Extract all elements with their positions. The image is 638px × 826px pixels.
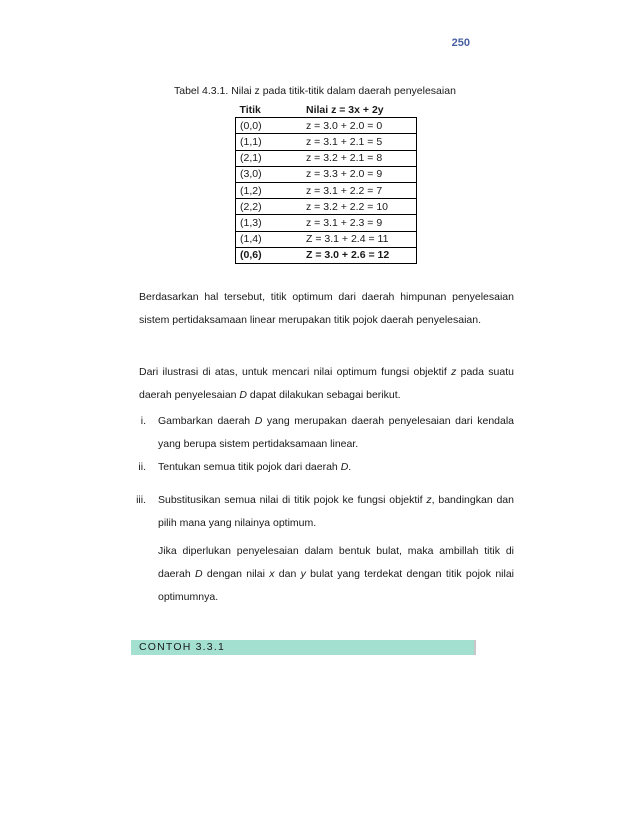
text-segment: , bandingkan dan pilih mana yang nilainya optimum. — [158, 494, 514, 529]
cell-value: z = 3.1 + 2.1 = 5 — [302, 134, 417, 150]
cell-value: z = 3.3 + 2.0 = 9 — [302, 166, 417, 182]
cell-point: (1,2) — [236, 182, 303, 198]
list-item — [110, 456, 514, 479]
cell-value: Z = 3.0 + 2.6 = 12 — [302, 247, 417, 263]
table-row — [236, 215, 417, 231]
var-d: D — [239, 389, 248, 401]
paragraph-optimum-point: Berdasarkan hal tersebut, titik optimum dari daerah himpunan penyelesaian sistem pertidaksamaan linear merupakan titik pojok daerah penyelesaian. — [139, 291, 514, 326]
text-segment: dan — [274, 568, 301, 580]
list-marker: iii. — [136, 494, 146, 506]
cell-point: (1,1) — [236, 134, 303, 150]
text-segment: . — [348, 461, 352, 473]
cell-value: z = 3.2 + 2.2 = 10 — [302, 199, 417, 215]
table-row — [236, 134, 417, 150]
cell-value: z = 3.1 + 2.3 = 9 — [302, 215, 417, 231]
text-segment: dapat dilakukan sebagai berikut. — [247, 389, 401, 401]
cell-point: (1,4) — [236, 231, 303, 247]
table-row — [236, 118, 417, 134]
var-y: y — [300, 568, 306, 580]
text-segment: Gambarkan daerah — [158, 415, 255, 427]
cell-value: z = 3.1 + 2.2 = 7 — [302, 182, 417, 198]
table-caption: Tabel 4.3.1. Nilai z pada titik-titik dalam daerah penyelesaian — [174, 85, 456, 97]
header-titik: Titik — [236, 102, 303, 118]
table-row — [236, 166, 417, 182]
cell-point: (2,1) — [236, 150, 303, 166]
paragraph-illustration — [139, 361, 514, 407]
cell-point: (1,3) — [236, 215, 303, 231]
text-segment: pada suatu daerah penyelesaian — [139, 366, 514, 401]
paragraph-integer-note — [158, 540, 514, 609]
cell-value: z = 3.2 + 2.1 = 8 — [302, 150, 417, 166]
text-segment: bulat yang terdekat dengan titik pojok nilai optimumnya. — [158, 568, 514, 603]
table-row — [236, 182, 417, 198]
cell-point: (3,0) — [236, 166, 303, 182]
page-number: 250 — [451, 37, 470, 49]
var-x: x — [269, 568, 275, 580]
var-z: z — [451, 366, 457, 378]
text-segment: Dari ilustrasi di atas, untuk mencari nilai optimum fungsi objektif — [139, 366, 452, 378]
text-segment: Tentukan semua titik pojok dari daerah — [158, 461, 341, 473]
list-marker: i. — [140, 415, 146, 427]
table-header-row — [236, 102, 417, 118]
header-nilai: Nilai z = 3x + 2y — [302, 102, 417, 118]
table-row — [236, 231, 417, 247]
cell-value: Z = 3.1 + 2.4 = 11 — [302, 231, 417, 247]
var-z: z — [426, 494, 432, 506]
list-item-text — [158, 489, 514, 535]
cell-value: z = 3.0 + 2.0 = 0 — [302, 118, 417, 134]
example-heading: CONTOH 3.3.1 — [139, 641, 225, 653]
list-item-text — [158, 410, 514, 456]
table-row — [236, 199, 417, 215]
var-d: D — [195, 568, 203, 580]
table-row — [236, 150, 417, 166]
cell-point: (2,2) — [236, 199, 303, 215]
example-heading-bar — [131, 640, 476, 655]
text-segment: dengan nilai — [202, 568, 270, 580]
list-item-text — [158, 456, 514, 479]
text-segment: yang merupakan daerah penyelesaian dari kendala yang berupa sistem pertidaksamaan linear. — [158, 415, 515, 450]
values-table — [235, 102, 417, 264]
table-row-optimum — [236, 247, 417, 263]
text-segment: Jika diperlukan penyelesaian dalam bentuk bulat, maka ambillah titik di daerah — [158, 545, 514, 580]
list-marker: ii. — [138, 461, 146, 473]
cell-point: (0,0) — [236, 118, 303, 134]
list-item — [110, 410, 514, 456]
var-d: D — [254, 415, 263, 427]
cell-point: (0,6) — [236, 247, 303, 263]
var-d: D — [340, 461, 349, 473]
steps-list — [110, 410, 514, 535]
text-segment: Substitusikan semua nilai di titik pojok ke fungsi objektif — [158, 494, 427, 506]
list-item — [110, 489, 514, 535]
